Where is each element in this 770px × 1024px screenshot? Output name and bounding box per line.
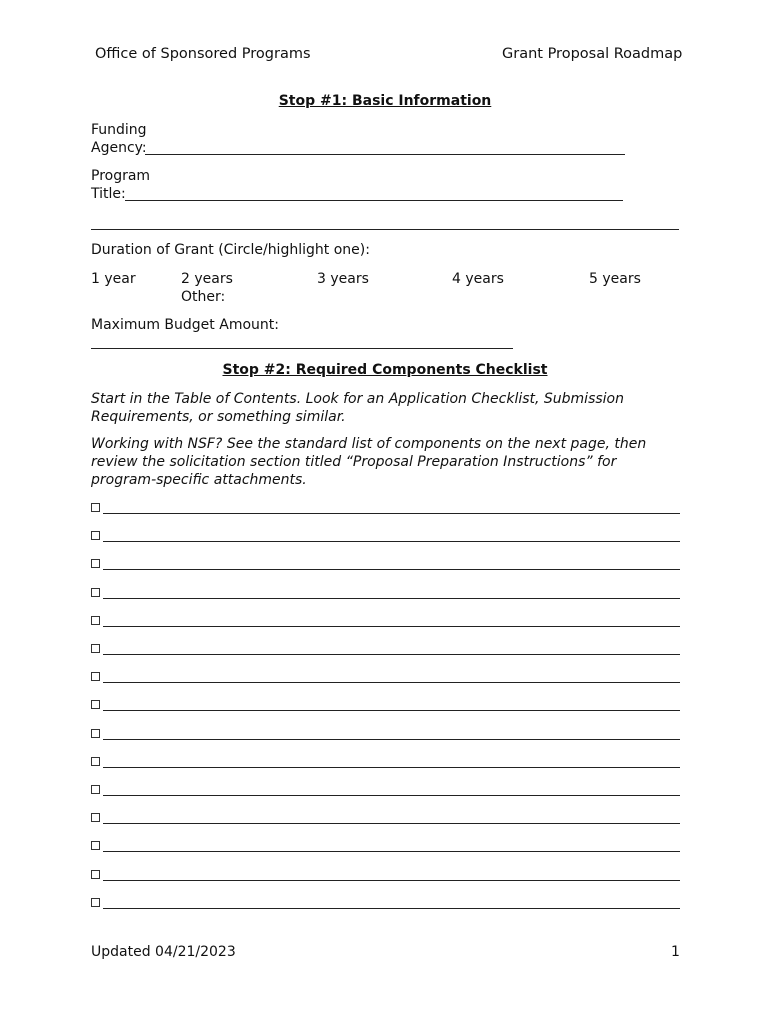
checklist-item [90,556,680,574]
checklist-item-field[interactable] [103,654,680,655]
checkbox[interactable] [91,898,100,907]
footer-updated-date: Updated 04/21/2023 [91,944,236,960]
funding-agency-field[interactable] [145,154,625,155]
checklist-item-field[interactable] [103,823,680,824]
checklist-item [90,838,680,856]
checkbox[interactable] [91,757,100,766]
checkbox[interactable] [91,644,100,653]
checklist-item [90,697,680,715]
duration-option-5-years[interactable]: 5 years [589,271,641,287]
duration-other-label: Other: [181,289,226,305]
funding-label-line2: Agency: [91,140,147,156]
checklist-item [90,669,680,687]
checklist-item-field[interactable] [103,908,680,909]
checklist-item-field[interactable] [103,739,680,740]
header-office: Office of Sponsored Programs [95,46,311,62]
checklist-item [90,782,680,800]
checklist-item-field[interactable] [103,598,680,599]
checkbox[interactable] [91,870,100,879]
checkbox[interactable] [91,729,100,738]
duration-option-1-year[interactable]: 1 year [91,271,136,287]
header-document-title: Grant Proposal Roadmap [502,46,683,62]
checklist-item-field[interactable] [103,851,680,852]
instructions-paragraph-2: Working with NSF? See the standard list of components on the next page, then review the solicitation section titled “Proposal Preparation Instructions” for program-specific attachments. [91,436,647,488]
checklist-item [90,895,680,913]
checkbox[interactable] [91,672,100,681]
budget-label: Maximum Budget Amount: [91,317,279,333]
checkbox[interactable] [91,531,100,540]
checklist-item [90,867,680,885]
checkbox[interactable] [91,588,100,597]
checklist-item-field[interactable] [103,880,680,881]
step2-heading: Stop #2: Required Components Checklist [222,362,548,378]
checklist-item [90,528,680,546]
checklist-item [90,500,680,518]
checkbox[interactable] [91,785,100,794]
checklist-item-field[interactable] [103,569,680,570]
checklist-item-field[interactable] [103,513,680,514]
checklist-item [90,754,680,772]
duration-option-4-years[interactable]: 4 years [452,271,504,287]
checkbox[interactable] [91,616,100,625]
budget-amount-field[interactable] [91,348,513,349]
checkbox[interactable] [91,559,100,568]
checklist-item-field[interactable] [103,682,680,683]
checkbox[interactable] [91,813,100,822]
checklist-item [90,810,680,828]
duration-label: Duration of Grant (Circle/highlight one): [91,242,370,258]
step1-heading: Stop #1: Basic Information [278,93,492,109]
duration-option-2-years[interactable]: 2 years [181,271,233,287]
program-label-line1: Program [91,168,151,184]
checkbox[interactable] [91,503,100,512]
duration-option-3-years[interactable]: 3 years [317,271,369,287]
checklist-item-field[interactable] [103,767,680,768]
checklist-item-field[interactable] [103,626,680,627]
checklist-item-field[interactable] [103,710,680,711]
instructions-paragraph-1: Start in the Table of Contents. Look for an Application Checklist, Submission Requirements, or something similar. [91,391,624,425]
checklist-item [90,726,680,744]
checkbox[interactable] [91,841,100,850]
checklist-item [90,613,680,631]
checklist-item [90,585,680,603]
funding-label-line1: Funding [91,122,147,138]
checklist-item-field[interactable] [103,795,680,796]
checklist-item-field[interactable] [103,541,680,542]
program-title-field-continued[interactable] [91,229,679,230]
program-label-line2: Title: [91,186,126,202]
program-title-field[interactable] [125,200,623,201]
checkbox[interactable] [91,700,100,709]
checklist-item [90,641,680,659]
footer-page-number: 1 [671,944,680,960]
